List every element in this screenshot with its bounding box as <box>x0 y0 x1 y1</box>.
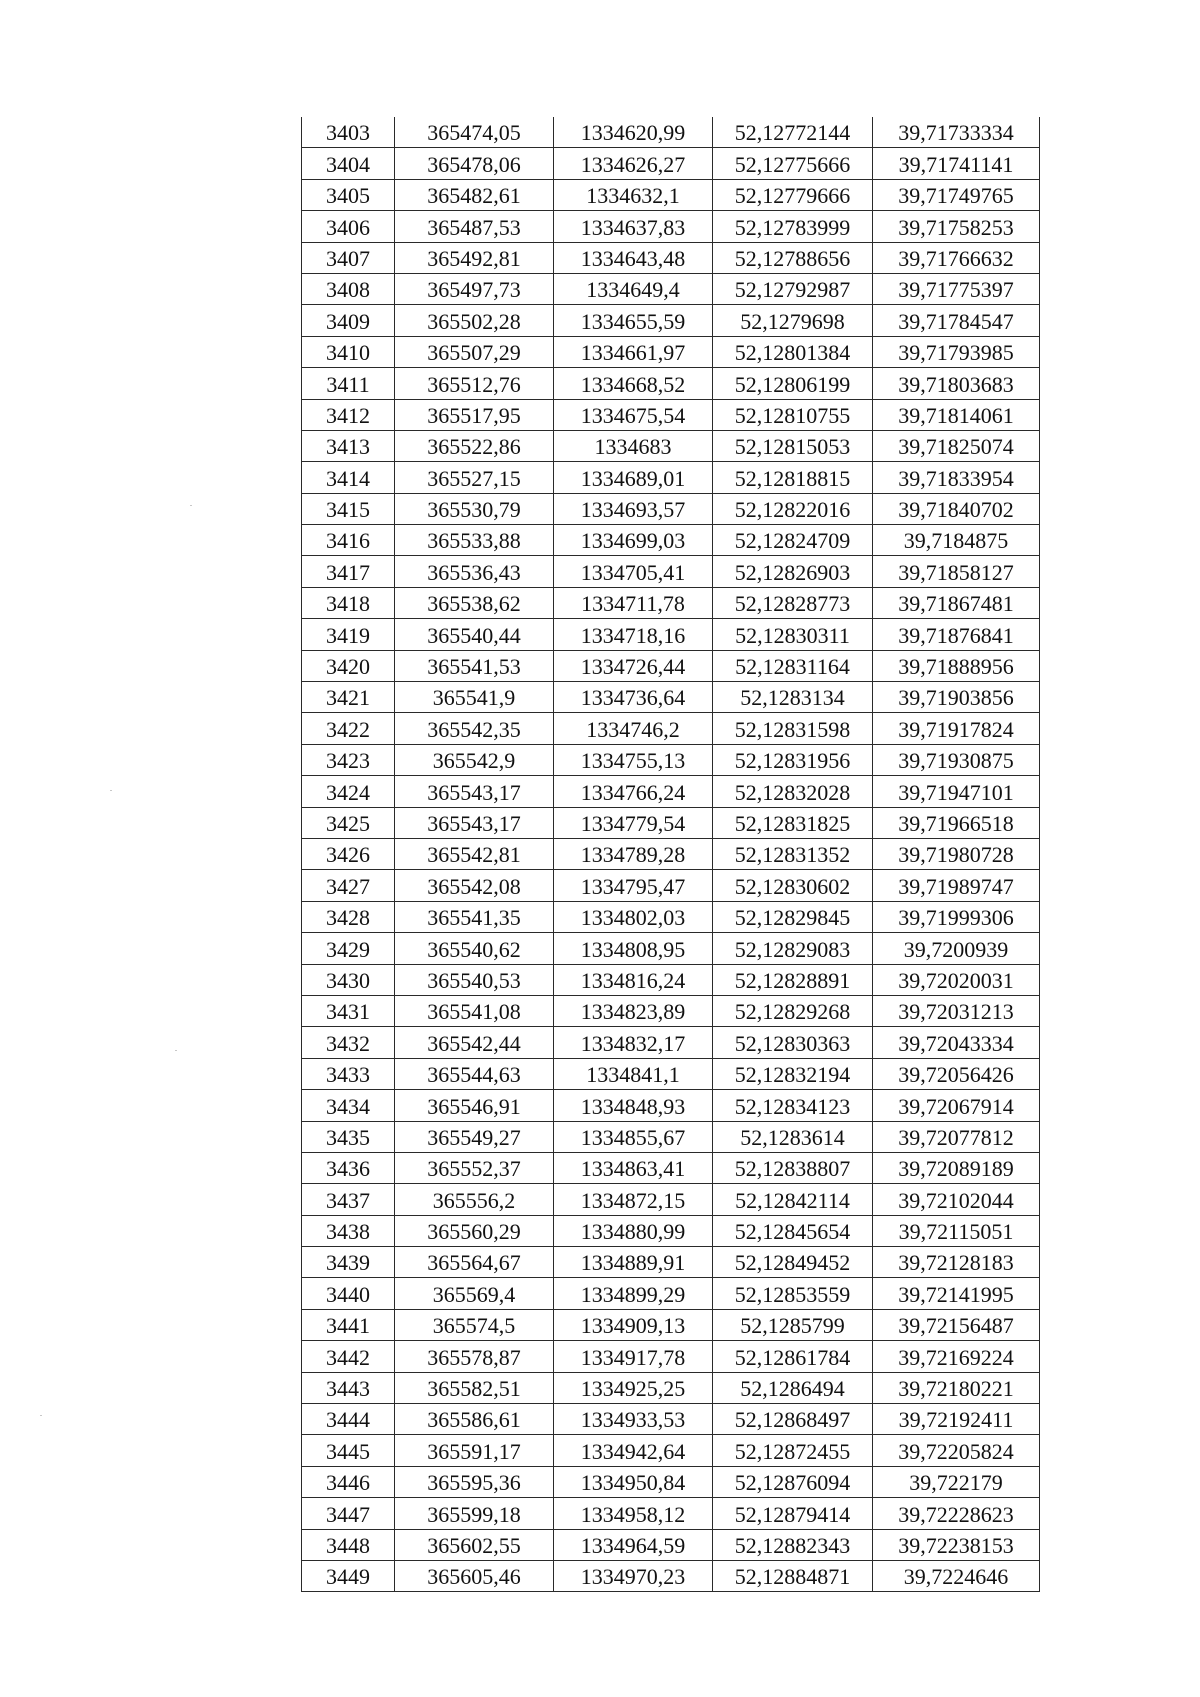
longitude-cell: 39,71876841 <box>873 619 1040 650</box>
latitude-cell: 52,12872455 <box>713 1435 873 1466</box>
point-number-cell: 3413 <box>302 430 395 461</box>
y-coordinate-cell: 1334802,03 <box>554 901 713 932</box>
table-row <box>302 776 1040 807</box>
table-row <box>302 1027 1040 1058</box>
point-number-cell: 3430 <box>302 964 395 995</box>
x-coordinate-cell: 365582,51 <box>395 1372 554 1403</box>
table-row <box>302 964 1040 995</box>
y-coordinate-cell: 1334933,53 <box>554 1404 713 1435</box>
y-coordinate-cell: 1334668,52 <box>554 368 713 399</box>
table-row <box>302 211 1040 242</box>
longitude-cell: 39,71758253 <box>873 211 1040 242</box>
y-coordinate-cell: 1334863,41 <box>554 1152 713 1183</box>
longitude-cell: 39,71766632 <box>873 242 1040 273</box>
longitude-cell: 39,71980728 <box>873 838 1040 869</box>
point-number-cell: 3428 <box>302 901 395 932</box>
y-coordinate-cell: 1334718,16 <box>554 619 713 650</box>
latitude-cell: 52,12884871 <box>713 1560 873 1591</box>
longitude-cell: 39,72077812 <box>873 1121 1040 1152</box>
point-number-cell: 3423 <box>302 744 395 775</box>
longitude-cell: 39,71825074 <box>873 430 1040 461</box>
latitude-cell: 52,12828773 <box>713 587 873 618</box>
table-row <box>302 744 1040 775</box>
latitude-cell: 52,12861784 <box>713 1341 873 1372</box>
y-coordinate-cell: 1334789,28 <box>554 838 713 869</box>
x-coordinate-cell: 365591,17 <box>395 1435 554 1466</box>
y-coordinate-cell: 1334917,78 <box>554 1341 713 1372</box>
y-coordinate-cell: 1334620,99 <box>554 117 713 148</box>
table-row <box>302 1529 1040 1560</box>
y-coordinate-cell: 1334632,1 <box>554 179 713 210</box>
longitude-cell: 39,72031213 <box>873 995 1040 1026</box>
point-number-cell: 3433 <box>302 1058 395 1089</box>
longitude-cell: 39,71966518 <box>873 807 1040 838</box>
table-row <box>302 1309 1040 1340</box>
table-row <box>302 273 1040 304</box>
y-coordinate-cell: 1334779,54 <box>554 807 713 838</box>
table-row <box>302 587 1040 618</box>
latitude-cell: 52,1283614 <box>713 1121 873 1152</box>
longitude-cell: 39,72238153 <box>873 1529 1040 1560</box>
point-number-cell: 3410 <box>302 336 395 367</box>
x-coordinate-cell: 365487,53 <box>395 211 554 242</box>
point-number-cell: 3441 <box>302 1309 395 1340</box>
point-number-cell: 3437 <box>302 1184 395 1215</box>
table-row <box>302 148 1040 179</box>
longitude-cell: 39,72205824 <box>873 1435 1040 1466</box>
y-coordinate-cell: 1334655,59 <box>554 305 713 336</box>
latitude-cell: 52,12882343 <box>713 1529 873 1560</box>
longitude-cell: 39,72067914 <box>873 1090 1040 1121</box>
point-number-cell: 3426 <box>302 838 395 869</box>
table-row <box>302 1152 1040 1183</box>
latitude-cell: 52,12824709 <box>713 525 873 556</box>
latitude-cell: 52,12830311 <box>713 619 873 650</box>
table-row <box>302 807 1040 838</box>
point-number-cell: 3431 <box>302 995 395 1026</box>
y-coordinate-cell: 1334832,17 <box>554 1027 713 1058</box>
latitude-cell: 52,12842114 <box>713 1184 873 1215</box>
longitude-cell: 39,71833954 <box>873 462 1040 493</box>
latitude-cell: 52,12830363 <box>713 1027 873 1058</box>
latitude-cell: 52,12838807 <box>713 1152 873 1183</box>
table-row <box>302 1215 1040 1246</box>
point-number-cell: 3432 <box>302 1027 395 1058</box>
point-number-cell: 3409 <box>302 305 395 336</box>
latitude-cell: 52,12792987 <box>713 273 873 304</box>
coordinates-table-body <box>302 117 1040 1592</box>
latitude-cell: 52,12876094 <box>713 1466 873 1497</box>
y-coordinate-cell: 1334726,44 <box>554 650 713 681</box>
y-coordinate-cell: 1334795,47 <box>554 870 713 901</box>
longitude-cell: 39,71999306 <box>873 901 1040 932</box>
x-coordinate-cell: 365541,53 <box>395 650 554 681</box>
y-coordinate-cell: 1334683 <box>554 430 713 461</box>
latitude-cell: 52,12779666 <box>713 179 873 210</box>
latitude-cell: 52,12831352 <box>713 838 873 869</box>
y-coordinate-cell: 1334823,89 <box>554 995 713 1026</box>
y-coordinate-cell: 1334661,97 <box>554 336 713 367</box>
latitude-cell: 52,12818815 <box>713 462 873 493</box>
longitude-cell: 39,72128183 <box>873 1247 1040 1278</box>
y-coordinate-cell: 1334626,27 <box>554 148 713 179</box>
table-row <box>302 1058 1040 1089</box>
scan-speck <box>110 790 112 791</box>
latitude-cell: 52,12826903 <box>713 556 873 587</box>
point-number-cell: 3419 <box>302 619 395 650</box>
latitude-cell: 52,1286494 <box>713 1372 873 1403</box>
point-number-cell: 3416 <box>302 525 395 556</box>
table-row <box>302 933 1040 964</box>
x-coordinate-cell: 365578,87 <box>395 1341 554 1372</box>
y-coordinate-cell: 1334736,64 <box>554 682 713 713</box>
table-row <box>302 368 1040 399</box>
point-number-cell: 3434 <box>302 1090 395 1121</box>
point-number-cell: 3439 <box>302 1247 395 1278</box>
point-number-cell: 3435 <box>302 1121 395 1152</box>
x-coordinate-cell: 365517,95 <box>395 399 554 430</box>
y-coordinate-cell: 1334637,83 <box>554 211 713 242</box>
longitude-cell: 39,71840702 <box>873 493 1040 524</box>
latitude-cell: 52,12834123 <box>713 1090 873 1121</box>
y-coordinate-cell: 1334808,95 <box>554 933 713 964</box>
longitude-cell: 39,71930875 <box>873 744 1040 775</box>
latitude-cell: 52,12788656 <box>713 242 873 273</box>
y-coordinate-cell: 1334693,57 <box>554 493 713 524</box>
x-coordinate-cell: 365533,88 <box>395 525 554 556</box>
x-coordinate-cell: 365482,61 <box>395 179 554 210</box>
longitude-cell: 39,72141995 <box>873 1278 1040 1309</box>
latitude-cell: 52,12801384 <box>713 336 873 367</box>
x-coordinate-cell: 365542,08 <box>395 870 554 901</box>
longitude-cell: 39,71903856 <box>873 682 1040 713</box>
table-row <box>302 1090 1040 1121</box>
x-coordinate-cell: 365536,43 <box>395 556 554 587</box>
longitude-cell: 39,72102044 <box>873 1184 1040 1215</box>
table-row <box>302 179 1040 210</box>
x-coordinate-cell: 365543,17 <box>395 776 554 807</box>
x-coordinate-cell: 365549,27 <box>395 1121 554 1152</box>
x-coordinate-cell: 365522,86 <box>395 430 554 461</box>
x-coordinate-cell: 365602,55 <box>395 1529 554 1560</box>
point-number-cell: 3406 <box>302 211 395 242</box>
table-row <box>302 462 1040 493</box>
x-coordinate-cell: 365542,44 <box>395 1027 554 1058</box>
y-coordinate-cell: 1334705,41 <box>554 556 713 587</box>
point-number-cell: 3408 <box>302 273 395 304</box>
longitude-cell: 39,72180221 <box>873 1372 1040 1403</box>
longitude-cell: 39,71867481 <box>873 587 1040 618</box>
y-coordinate-cell: 1334964,59 <box>554 1529 713 1560</box>
scan-speck <box>175 1050 177 1051</box>
x-coordinate-cell: 365541,35 <box>395 901 554 932</box>
point-number-cell: 3411 <box>302 368 395 399</box>
latitude-cell: 52,12831598 <box>713 713 873 744</box>
y-coordinate-cell: 1334950,84 <box>554 1466 713 1497</box>
longitude-cell: 39,71858127 <box>873 556 1040 587</box>
x-coordinate-cell: 365595,36 <box>395 1466 554 1497</box>
y-coordinate-cell: 1334899,29 <box>554 1278 713 1309</box>
x-coordinate-cell: 365556,2 <box>395 1184 554 1215</box>
point-number-cell: 3436 <box>302 1152 395 1183</box>
y-coordinate-cell: 1334848,93 <box>554 1090 713 1121</box>
latitude-cell: 52,12831164 <box>713 650 873 681</box>
point-number-cell: 3427 <box>302 870 395 901</box>
latitude-cell: 52,12822016 <box>713 493 873 524</box>
longitude-cell: 39,72228623 <box>873 1498 1040 1529</box>
scan-speck <box>190 505 192 506</box>
longitude-cell: 39,71803683 <box>873 368 1040 399</box>
scan-speck <box>40 1415 42 1416</box>
y-coordinate-cell: 1334872,15 <box>554 1184 713 1215</box>
y-coordinate-cell: 1334942,64 <box>554 1435 713 1466</box>
point-number-cell: 3414 <box>302 462 395 493</box>
point-number-cell: 3417 <box>302 556 395 587</box>
latitude-cell: 52,12829083 <box>713 933 873 964</box>
point-number-cell: 3405 <box>302 179 395 210</box>
point-number-cell: 3412 <box>302 399 395 430</box>
point-number-cell: 3442 <box>302 1341 395 1372</box>
x-coordinate-cell: 365544,63 <box>395 1058 554 1089</box>
x-coordinate-cell: 365541,08 <box>395 995 554 1026</box>
latitude-cell: 52,12853559 <box>713 1278 873 1309</box>
x-coordinate-cell: 365502,28 <box>395 305 554 336</box>
y-coordinate-cell: 1334746,2 <box>554 713 713 744</box>
latitude-cell: 52,12849452 <box>713 1247 873 1278</box>
longitude-cell: 39,71741141 <box>873 148 1040 179</box>
x-coordinate-cell: 365569,4 <box>395 1278 554 1309</box>
latitude-cell: 52,12829845 <box>713 901 873 932</box>
longitude-cell: 39,71784547 <box>873 305 1040 336</box>
y-coordinate-cell: 1334889,91 <box>554 1247 713 1278</box>
point-number-cell: 3445 <box>302 1435 395 1466</box>
table-row <box>302 525 1040 556</box>
x-coordinate-cell: 365492,81 <box>395 242 554 273</box>
point-number-cell: 3418 <box>302 587 395 618</box>
x-coordinate-cell: 365538,62 <box>395 587 554 618</box>
latitude-cell: 52,12828891 <box>713 964 873 995</box>
point-number-cell: 3407 <box>302 242 395 273</box>
x-coordinate-cell: 365546,91 <box>395 1090 554 1121</box>
latitude-cell: 52,12772144 <box>713 117 873 148</box>
y-coordinate-cell: 1334766,24 <box>554 776 713 807</box>
point-number-cell: 3422 <box>302 713 395 744</box>
table-row <box>302 901 1040 932</box>
longitude-cell: 39,72020031 <box>873 964 1040 995</box>
y-coordinate-cell: 1334643,48 <box>554 242 713 273</box>
latitude-cell: 52,12783999 <box>713 211 873 242</box>
y-coordinate-cell: 1334909,13 <box>554 1309 713 1340</box>
x-coordinate-cell: 365540,62 <box>395 933 554 964</box>
y-coordinate-cell: 1334699,03 <box>554 525 713 556</box>
table-row <box>302 870 1040 901</box>
x-coordinate-cell: 365552,37 <box>395 1152 554 1183</box>
table-row <box>302 650 1040 681</box>
table-row <box>302 1341 1040 1372</box>
table-row <box>302 1466 1040 1497</box>
latitude-cell: 52,12830602 <box>713 870 873 901</box>
table-row <box>302 1121 1040 1152</box>
y-coordinate-cell: 1334925,25 <box>554 1372 713 1403</box>
longitude-cell: 39,71989747 <box>873 870 1040 901</box>
point-number-cell: 3447 <box>302 1498 395 1529</box>
latitude-cell: 52,1285799 <box>713 1309 873 1340</box>
y-coordinate-cell: 1334711,78 <box>554 587 713 618</box>
coordinates-table <box>301 117 1040 1592</box>
table-row <box>302 1435 1040 1466</box>
point-number-cell: 3415 <box>302 493 395 524</box>
table-row <box>302 556 1040 587</box>
longitude-cell: 39,71793985 <box>873 336 1040 367</box>
table-row <box>302 1184 1040 1215</box>
latitude-cell: 52,12775666 <box>713 148 873 179</box>
longitude-cell: 39,71775397 <box>873 273 1040 304</box>
point-number-cell: 3449 <box>302 1560 395 1591</box>
x-coordinate-cell: 365542,81 <box>395 838 554 869</box>
table-row <box>302 430 1040 461</box>
y-coordinate-cell: 1334958,12 <box>554 1498 713 1529</box>
x-coordinate-cell: 365507,29 <box>395 336 554 367</box>
y-coordinate-cell: 1334855,67 <box>554 1121 713 1152</box>
longitude-cell: 39,72056426 <box>873 1058 1040 1089</box>
point-number-cell: 3446 <box>302 1466 395 1497</box>
x-coordinate-cell: 365540,44 <box>395 619 554 650</box>
latitude-cell: 52,12832028 <box>713 776 873 807</box>
latitude-cell: 52,12845654 <box>713 1215 873 1246</box>
x-coordinate-cell: 365586,61 <box>395 1404 554 1435</box>
y-coordinate-cell: 1334689,01 <box>554 462 713 493</box>
table-row <box>302 995 1040 1026</box>
point-number-cell: 3448 <box>302 1529 395 1560</box>
point-number-cell: 3438 <box>302 1215 395 1246</box>
longitude-cell: 39,7224646 <box>873 1560 1040 1591</box>
point-number-cell: 3424 <box>302 776 395 807</box>
x-coordinate-cell: 365564,67 <box>395 1247 554 1278</box>
latitude-cell: 52,12831825 <box>713 807 873 838</box>
table-row <box>302 1560 1040 1591</box>
x-coordinate-cell: 365605,46 <box>395 1560 554 1591</box>
y-coordinate-cell: 1334880,99 <box>554 1215 713 1246</box>
longitude-cell: 39,72156487 <box>873 1309 1040 1340</box>
point-number-cell: 3425 <box>302 807 395 838</box>
y-coordinate-cell: 1334755,13 <box>554 744 713 775</box>
table-row <box>302 336 1040 367</box>
longitude-cell: 39,72115051 <box>873 1215 1040 1246</box>
latitude-cell: 52,1283134 <box>713 682 873 713</box>
point-number-cell: 3403 <box>302 117 395 148</box>
latitude-cell: 52,12832194 <box>713 1058 873 1089</box>
y-coordinate-cell: 1334970,23 <box>554 1560 713 1591</box>
point-number-cell: 3404 <box>302 148 395 179</box>
latitude-cell: 52,12829268 <box>713 995 873 1026</box>
latitude-cell: 52,12879414 <box>713 1498 873 1529</box>
table-row <box>302 242 1040 273</box>
x-coordinate-cell: 365474,05 <box>395 117 554 148</box>
table-row <box>302 1498 1040 1529</box>
longitude-cell: 39,71814061 <box>873 399 1040 430</box>
latitude-cell: 52,12810755 <box>713 399 873 430</box>
latitude-cell: 52,12806199 <box>713 368 873 399</box>
longitude-cell: 39,71888956 <box>873 650 1040 681</box>
table-row <box>302 305 1040 336</box>
x-coordinate-cell: 365574,5 <box>395 1309 554 1340</box>
table-row <box>302 682 1040 713</box>
x-coordinate-cell: 365543,17 <box>395 807 554 838</box>
longitude-cell: 39,71733334 <box>873 117 1040 148</box>
x-coordinate-cell: 365530,79 <box>395 493 554 524</box>
y-coordinate-cell: 1334649,4 <box>554 273 713 304</box>
point-number-cell: 3440 <box>302 1278 395 1309</box>
table-row <box>302 1372 1040 1403</box>
longitude-cell: 39,71917824 <box>873 713 1040 744</box>
table-row <box>302 399 1040 430</box>
x-coordinate-cell: 365527,15 <box>395 462 554 493</box>
y-coordinate-cell: 1334675,54 <box>554 399 713 430</box>
table-row <box>302 1278 1040 1309</box>
longitude-cell: 39,7184875 <box>873 525 1040 556</box>
table-row <box>302 1247 1040 1278</box>
point-number-cell: 3420 <box>302 650 395 681</box>
y-coordinate-cell: 1334841,1 <box>554 1058 713 1089</box>
latitude-cell: 52,12831956 <box>713 744 873 775</box>
point-number-cell: 3443 <box>302 1372 395 1403</box>
x-coordinate-cell: 365599,18 <box>395 1498 554 1529</box>
x-coordinate-cell: 365542,9 <box>395 744 554 775</box>
x-coordinate-cell: 365478,06 <box>395 148 554 179</box>
x-coordinate-cell: 365541,9 <box>395 682 554 713</box>
longitude-cell: 39,7200939 <box>873 933 1040 964</box>
longitude-cell: 39,72089189 <box>873 1152 1040 1183</box>
point-number-cell: 3429 <box>302 933 395 964</box>
longitude-cell: 39,72043334 <box>873 1027 1040 1058</box>
longitude-cell: 39,71947101 <box>873 776 1040 807</box>
latitude-cell: 52,12815053 <box>713 430 873 461</box>
point-number-cell: 3421 <box>302 682 395 713</box>
x-coordinate-cell: 365512,76 <box>395 368 554 399</box>
x-coordinate-cell: 365542,35 <box>395 713 554 744</box>
table-row <box>302 117 1040 148</box>
table-row <box>302 838 1040 869</box>
longitude-cell: 39,72192411 <box>873 1404 1040 1435</box>
table-row <box>302 713 1040 744</box>
longitude-cell: 39,722179 <box>873 1466 1040 1497</box>
x-coordinate-cell: 365497,73 <box>395 273 554 304</box>
table-row <box>302 619 1040 650</box>
y-coordinate-cell: 1334816,24 <box>554 964 713 995</box>
latitude-cell: 52,12868497 <box>713 1404 873 1435</box>
point-number-cell: 3444 <box>302 1404 395 1435</box>
table-row <box>302 493 1040 524</box>
x-coordinate-cell: 365560,29 <box>395 1215 554 1246</box>
table-row <box>302 1404 1040 1435</box>
longitude-cell: 39,72169224 <box>873 1341 1040 1372</box>
longitude-cell: 39,71749765 <box>873 179 1040 210</box>
latitude-cell: 52,1279698 <box>713 305 873 336</box>
x-coordinate-cell: 365540,53 <box>395 964 554 995</box>
